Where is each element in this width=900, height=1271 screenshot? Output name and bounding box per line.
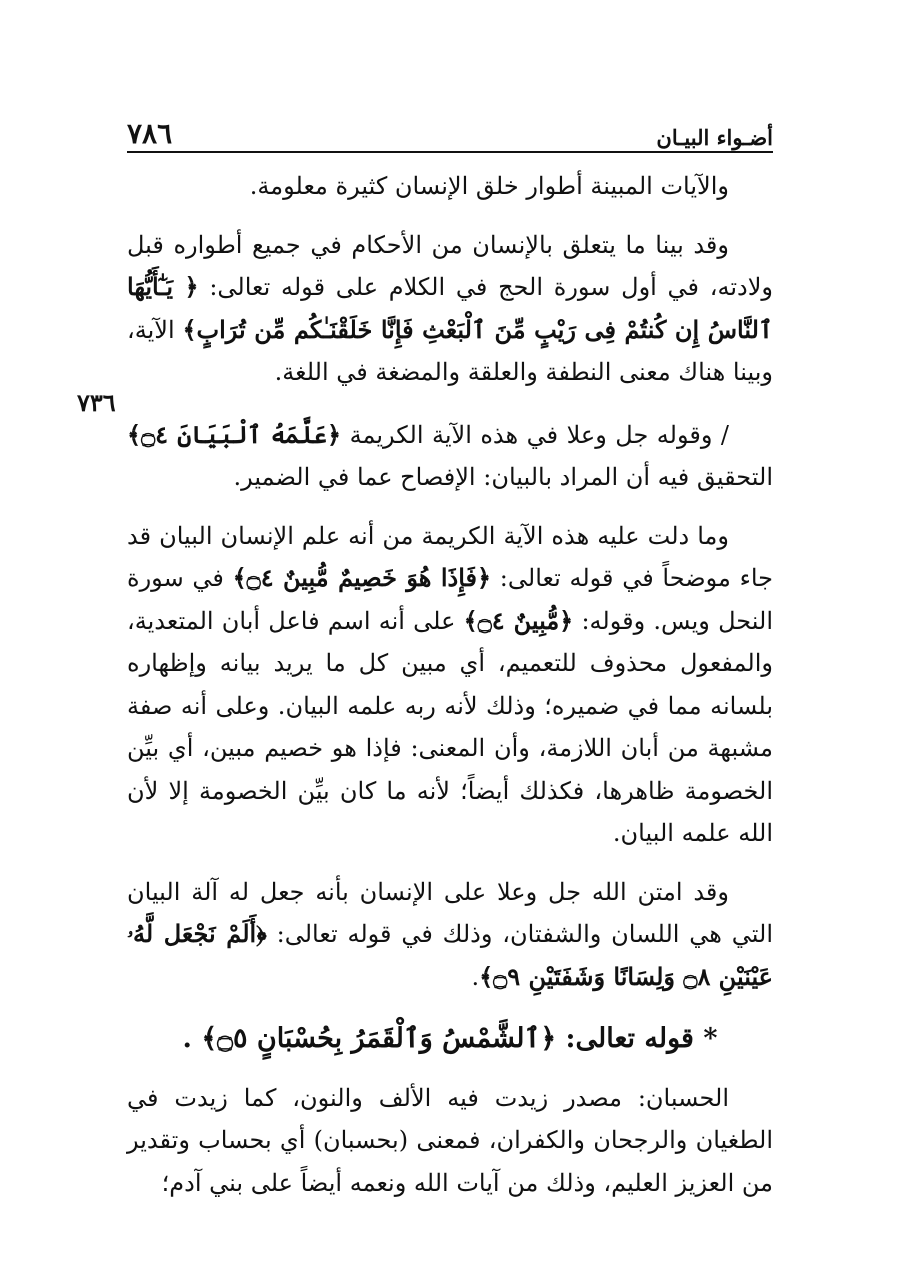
- paragraph-gap: [127, 998, 773, 1018]
- paragraph-3-pre: / وقوله جل وعلا في هذه الآية الكريمة: [349, 420, 729, 449]
- section-heading: [127, 1018, 773, 1061]
- paragraph-3: [127, 414, 773, 499]
- page-body: [127, 165, 773, 1204]
- paragraph-4: [127, 515, 773, 855]
- quran-verse: ﴿عَلَّمَهُ ٱلْبَيَانَ ۝٤﴾: [127, 419, 342, 449]
- paragraph-2-post: الآية، وبينا هناك معنى النطفة والعلقة والمضغة في اللغة.: [127, 315, 773, 386]
- paragraph-4-pre: وما دلت عليه هذه الآية الكريمة من أنه علم الإنسان البيان قد جاء موضحاً في قوله تعالى:: [127, 521, 774, 592]
- margin-page-marker: ٧٣٦: [77, 388, 116, 417]
- page-number: ٧٨٦: [127, 117, 173, 150]
- quran-verse: ﴿مُّبِينٌ ۝٤﴾: [463, 605, 574, 635]
- paragraph-5-pre: وقد امتن الله جل وعلا على الإنسان بأنه جعل له آلة البيان التي هي اللسان والشفتان، وذلك في قوله تعالى:: [127, 877, 773, 948]
- page-header: [127, 112, 773, 150]
- quran-verse: ﴿أَلَمْ نَجْعَل لَّهُۥ عَيْنَيْنِ ۝٨ وَلِسَانًا وَشَفَتَيْنِ ۝٩﴾: [127, 919, 773, 991]
- paragraph-gap: [127, 1061, 773, 1077]
- paragraph-2: [127, 224, 773, 394]
- paragraph-4-mid: في سورة النحل ويس. وقوله:: [127, 564, 773, 635]
- paragraph-gap: [127, 208, 773, 224]
- heading-star: *: [703, 1023, 718, 1054]
- paragraph-5-post: .: [471, 962, 480, 991]
- quran-verse: ﴿فَإِذَا هُوَ خَصِيمٌ مُّبِينٌ ۝٤﴾: [232, 563, 492, 592]
- heading-quran-verse: ﴿ٱلشَّمْسُ وَٱلْقَمَرُ بِحُسْبَانٍ ۝٥﴾: [201, 1023, 557, 1054]
- paragraph-gap: [127, 855, 773, 871]
- paragraph-4-post: على أنه اسم فاعل أبان المتعدية، والمفعول محذوف للتعميم، أي مبين كل ما يريد بيانه وإظهاره بلسانه مما في ضميره؛ وذلك لأنه ربه علمه البيان. وعلى أنه صفة مشبهة من أبان اللازمة، وأن المعنى: فإذا هو خصيم مبين، أي بيِّن الخصومة ظاهرها، فكذلك أيضاً؛ لأنه ما كان بيِّن الخصومة إلا لأن الله علمه البيان.: [127, 606, 774, 847]
- quran-verse: ﴿ يَـٰٓأَيُّهَا ٱلنَّاسُ إِن كُنتُمْ فِى رَيْبٍ مِّنَ ٱلْبَعْثِ فَإِنَّا خَلَقْنَـٰكُم مِّن تُرَابٍ﴾: [127, 272, 773, 344]
- paragraph-3-post: التحقيق فيه أن المراد بالبيان: الإفصاح عما في الضمير.: [233, 463, 773, 491]
- paragraph-1-text: والآيات المبينة أطوار خلق الإنسان كثيرة معلومة.: [249, 172, 729, 200]
- paragraph-gap: [127, 499, 773, 515]
- paragraph-5: [127, 871, 773, 999]
- book-title: أضـواء البيـان: [656, 125, 773, 150]
- paragraph-1: [127, 165, 773, 208]
- paragraph-6: [127, 1077, 773, 1205]
- heading-end: .: [182, 1023, 192, 1054]
- header-rule: [127, 151, 773, 153]
- paragraph-gap: [127, 394, 773, 414]
- paragraph-6-text: الحسبان: مصدر زيدت فيه الألف والنون، كما زيدت في الطغيان والرجحان والكفران، فمعنى (بحسبان) أي بحساب وتقدير من العزيز العليم، وذلك من آيات الله ونعمه أيضاً على بني آدم؛: [127, 1083, 773, 1197]
- paragraph-2-pre: وقد بينا ما يتعلق بالإنسان من الأحكام في جميع أطواره قبل ولادته، في أول سورة الحج في الكلام على قوله تعالى:: [127, 230, 773, 301]
- heading-label: قوله تعالى:: [565, 1023, 694, 1054]
